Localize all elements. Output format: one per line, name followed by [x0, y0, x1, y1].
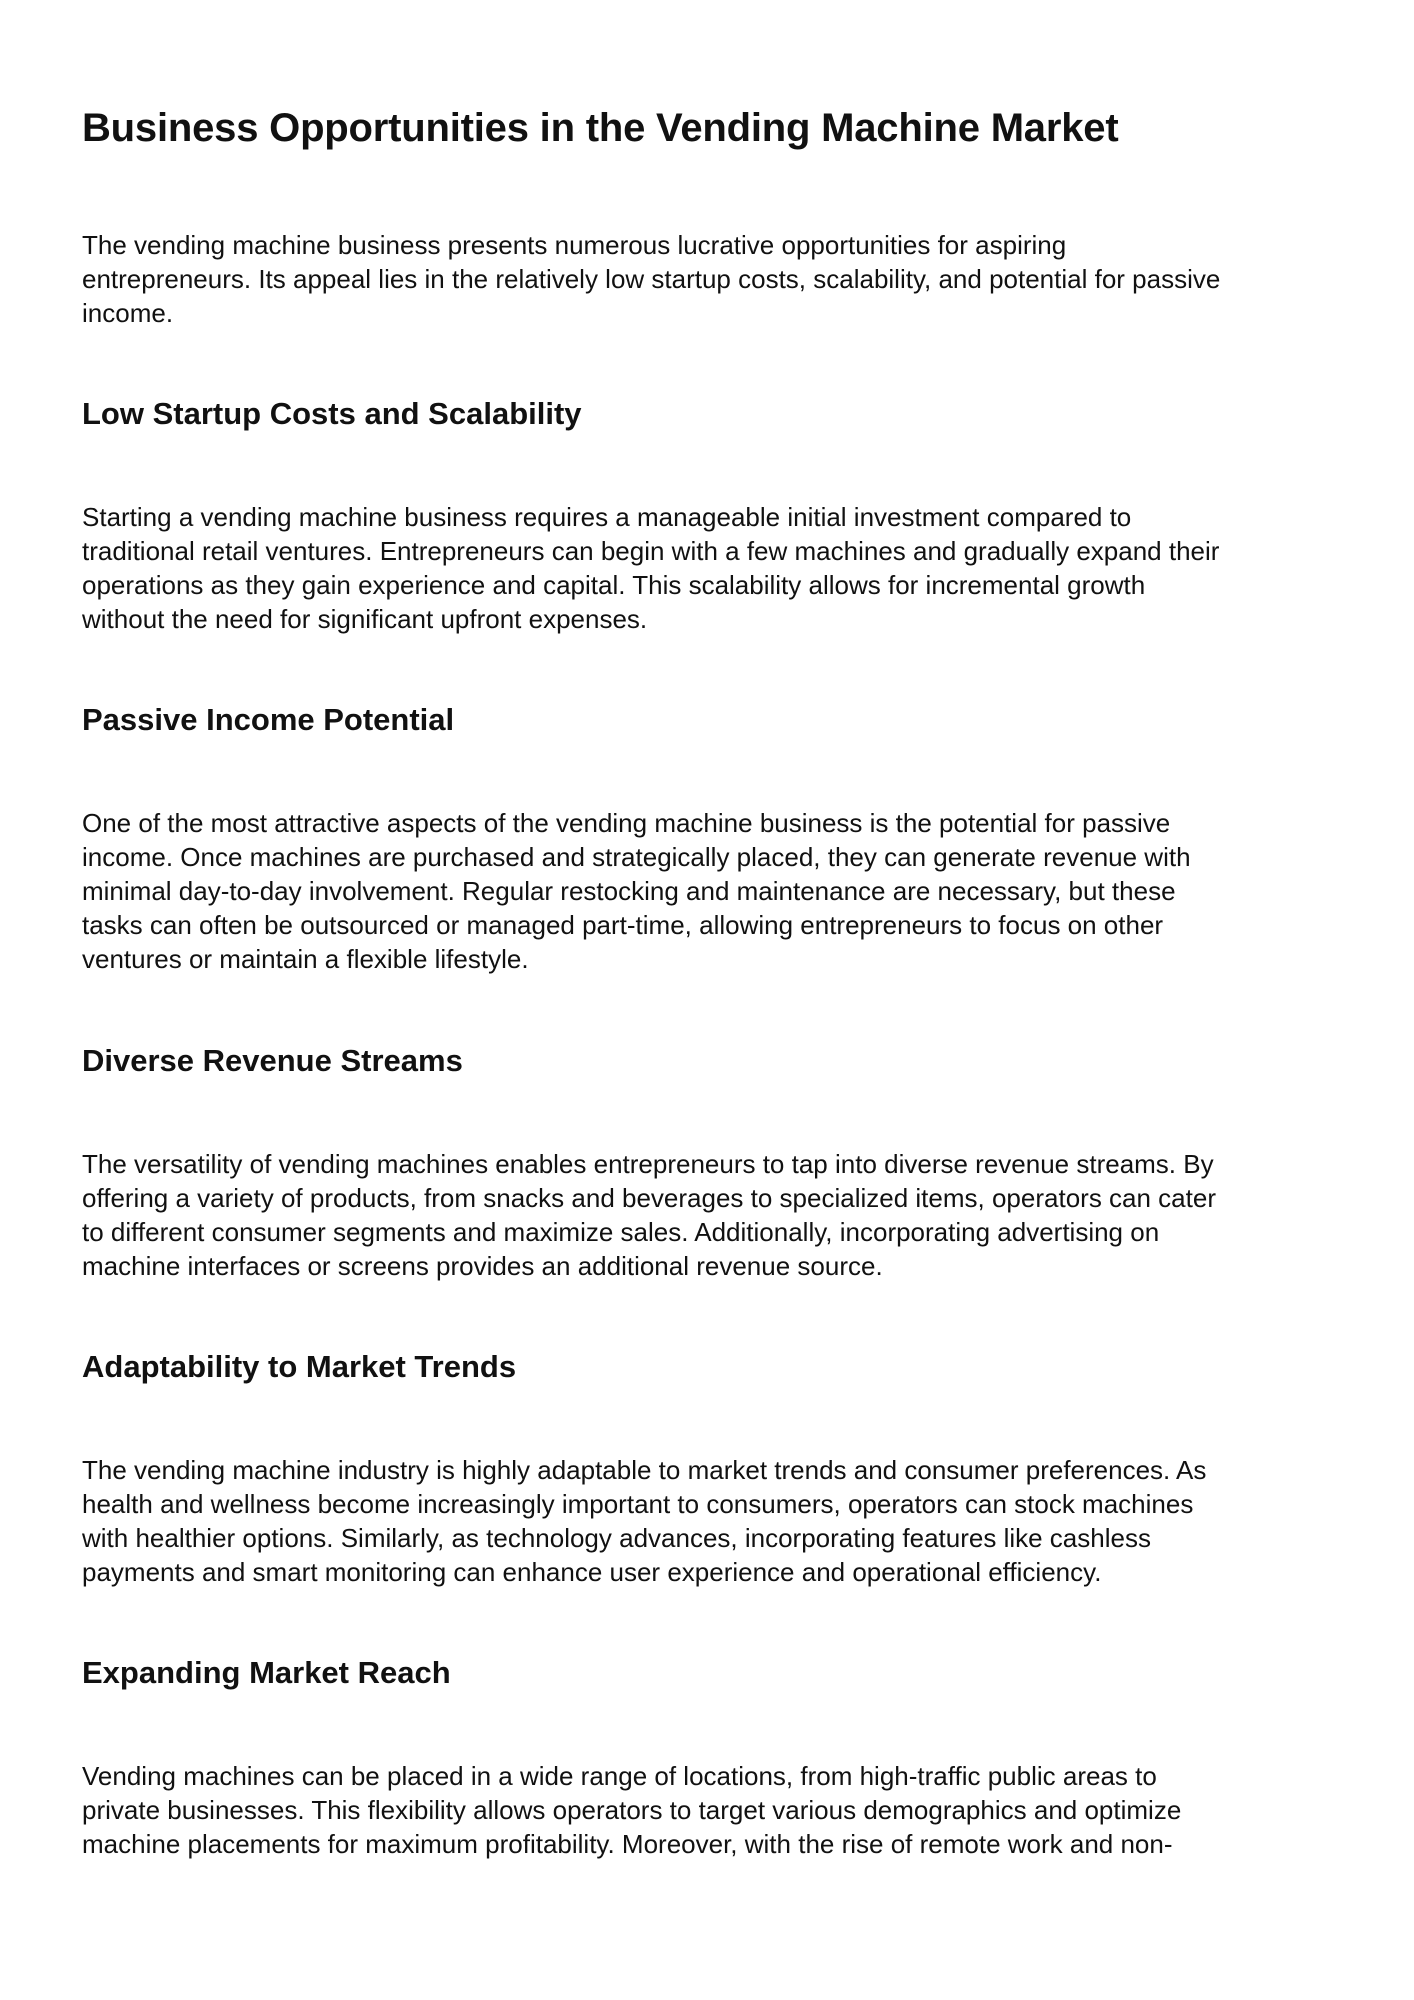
paragraph-line: traditional retail ventures. Entrepreneurs can begin with a few machines and gradually expand their [82, 536, 1220, 566]
paragraph-line: machine interfaces or screens provides an additional revenue source. [82, 1251, 883, 1281]
section-paragraph-expanding-reach [82, 1759, 1352, 1861]
paragraph-line: Starting a vending machine business requires a manageable initial investment compared to [82, 502, 1132, 532]
paragraph-line: ventures or maintain a flexible lifestyle. [82, 944, 529, 974]
paragraph-line: entrepreneurs. Its appeal lies in the relatively low startup costs, scalability, and potential for passive [82, 264, 1221, 294]
paragraph-line: The vending machine industry is highly adaptable to market trends and consumer preferences. As [82, 1455, 1207, 1485]
paragraph-line: income. [82, 298, 174, 328]
paragraph-line: machine placements for maximum profitability. Moreover, with the rise of remote work and non- [82, 1829, 1173, 1859]
section-heading-passive-income: Passive Income Potential [82, 702, 455, 737]
paragraph-line: health and wellness become increasingly important to consumers, operators can stock machines [82, 1489, 1194, 1519]
paragraph-line: private businesses. This flexibility allows operators to target various demographics and optimize [82, 1795, 1182, 1825]
page-title: Business Opportunities in the Vending Machine Market [82, 106, 1119, 150]
section-heading-low-startup-costs: Low Startup Costs and Scalability [82, 396, 582, 431]
paragraph-line: The vending machine business presents numerous lucrative opportunities for aspiring [82, 230, 1067, 260]
section-paragraph-adaptability [82, 1453, 1352, 1589]
paragraph-line: tasks can often be outsourced or managed part-time, allowing entrepreneurs to focus on other [82, 910, 1164, 940]
paragraph-line: One of the most attractive aspects of the vending machine business is the potential for passive [82, 808, 1171, 838]
paragraph-line: to different consumer segments and maximize sales. Additionally, incorporating advertising on [82, 1217, 1160, 1247]
paragraph-line: minimal day-to-day involvement. Regular restocking and maintenance are necessary, but these [82, 876, 1176, 906]
section-paragraph-passive-income [82, 806, 1352, 976]
paragraph-line: payments and smart monitoring can enhance user experience and operational efficiency. [82, 1557, 1102, 1587]
paragraph-line: income. Once machines are purchased and strategically placed, they can generate revenue with [82, 842, 1191, 872]
section-heading-expanding-reach: Expanding Market Reach [82, 1655, 451, 1690]
paragraph-line: offering a variety of products, from snacks and beverages to specialized items, operators can cater [82, 1183, 1216, 1213]
intro-paragraph [82, 228, 1352, 330]
paragraph-line: The versatility of vending machines enables entrepreneurs to tap into diverse revenue streams. By [82, 1149, 1214, 1179]
section-paragraph-low-startup-costs [82, 500, 1352, 636]
section-heading-adaptability: Adaptability to Market Trends [82, 1349, 517, 1384]
paragraph-line: operations as they gain experience and capital. This scalability allows for incremental growth [82, 570, 1146, 600]
section-heading-diverse-revenue: Diverse Revenue Streams [82, 1043, 463, 1078]
paragraph-line: Vending machines can be placed in a wide range of locations, from high-traffic public areas to [82, 1761, 1157, 1791]
paragraph-line: without the need for significant upfront expenses. [82, 604, 648, 634]
paragraph-line: with healthier options. Similarly, as technology advances, incorporating features like cashless [82, 1523, 1151, 1553]
section-paragraph-diverse-revenue [82, 1147, 1352, 1283]
